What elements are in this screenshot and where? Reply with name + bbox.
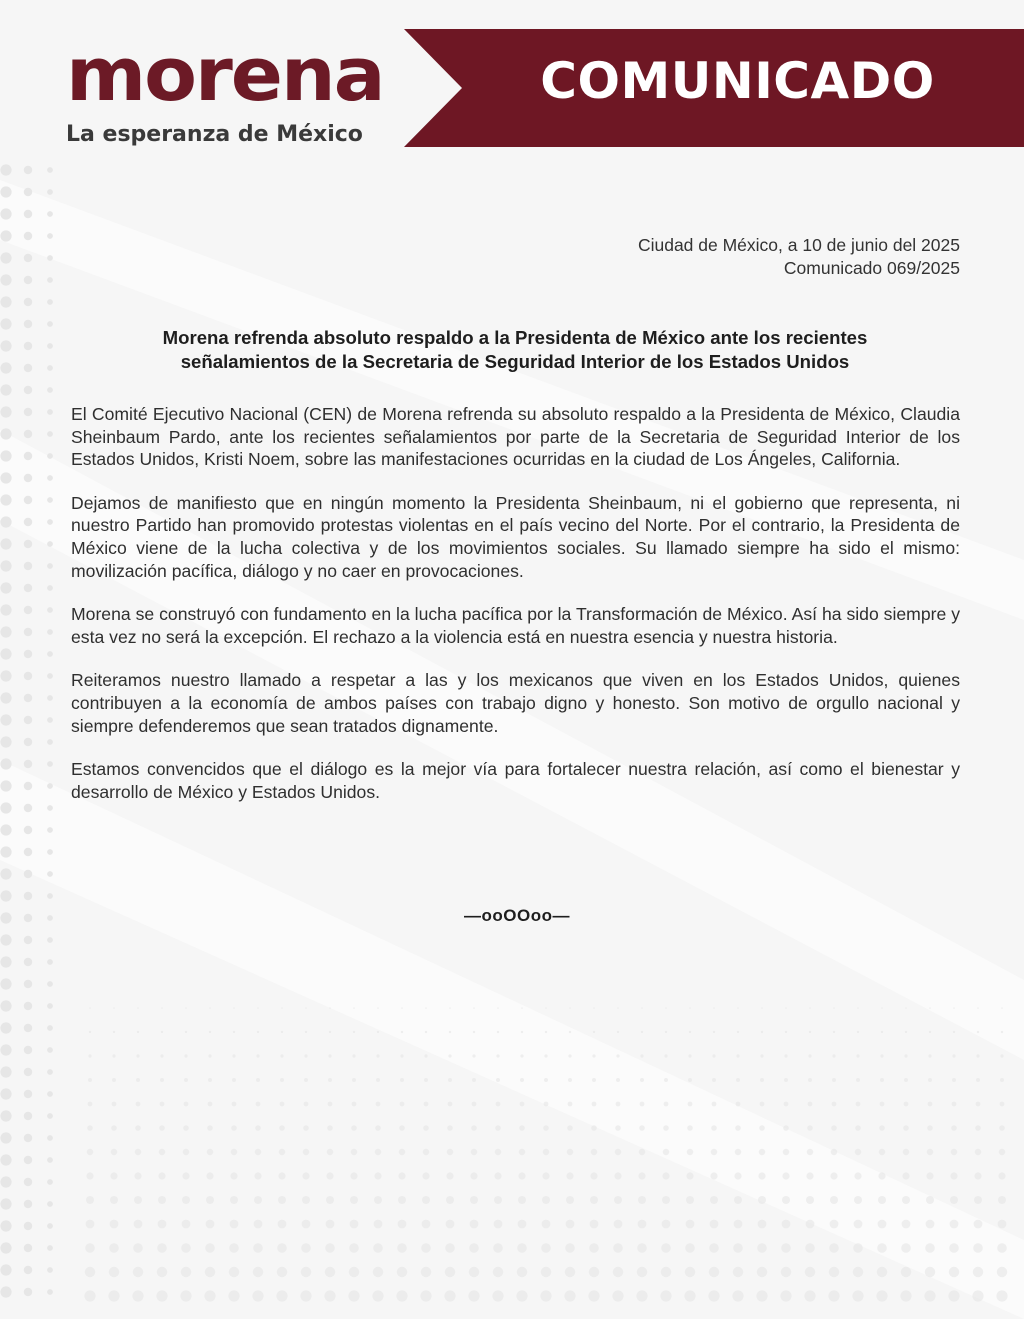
logo-tagline: La esperanza de México — [66, 122, 363, 147]
paragraph-5: Estamos convencidos que el diálogo es la mejor vía para fortalecer nuestra relación, así como el bienestar y desarrollo de México y Estados Unidos. — [71, 759, 960, 802]
place-date: Ciudad de México, a 10 de junio del 2025 — [637, 235, 960, 255]
paragraph-2: Dejamos de manifiesto que en ningún momento la Presidenta Sheinbaum, ni el gobierno que representa, ni nuestro Partido han promovido protestas violentas en el país vecino del Norte. Por el contrario, la Presidenta de México viene de la lucha colectiva y de los movimientos sociales. Su llamado siempre ha sido el mismo: movilización pacífica, diálogo y no caer en provocaciones. — [71, 492, 960, 581]
paragraph-1: El Comité Ejecutivo Nacional (CEN) de Morena refrenda su absoluto respaldo a la Presidenta de México, Claudia Sheinbaum Pardo, ante los recientes señalamientos por parte de la Secretaria de Seguridad Interior de los Estados Unidos, Kristi Noem, sobre las manifestaciones ocurridas en la ciudad de Los Ángeles, California. — [71, 404, 960, 470]
paragraph-3: Morena se construyó con fundamento en la lucha pacífica por la Transformación de México. Así ha sido siempre y esta vez no será la excepción. El rechazo a la violencia está en nuestra esencia y nuestra historia. — [71, 604, 960, 647]
banner-title: COMUNICADO — [540, 52, 935, 110]
communique-number: Comunicado 069/2025 — [783, 258, 960, 278]
headline-line-1: Morena refrenda absoluto respaldo a la Presidenta de México ante los recientes — [162, 327, 868, 348]
document-meta — [638, 234, 960, 280]
headline-line-2: señalamientos de la Secretaria de Seguridad Interior de los Estados Unidos — [180, 351, 850, 372]
paragraph-4: Reiteramos nuestro llamado a respetar a las y los mexicanos que viven en los Estados Unidos, quienes contribuyen a la economía de ambos países con trabajo digno y honesto. Son motivo de orgullo nacional y siempre defenderemos que sean tratados dignamente. — [71, 670, 960, 736]
closing-mark: —ooOOoo— — [464, 906, 570, 925]
morena-logo — [66, 32, 386, 147]
logo-wordmark: morena — [66, 32, 384, 118]
headline — [70, 326, 960, 374]
body-text — [71, 403, 960, 824]
